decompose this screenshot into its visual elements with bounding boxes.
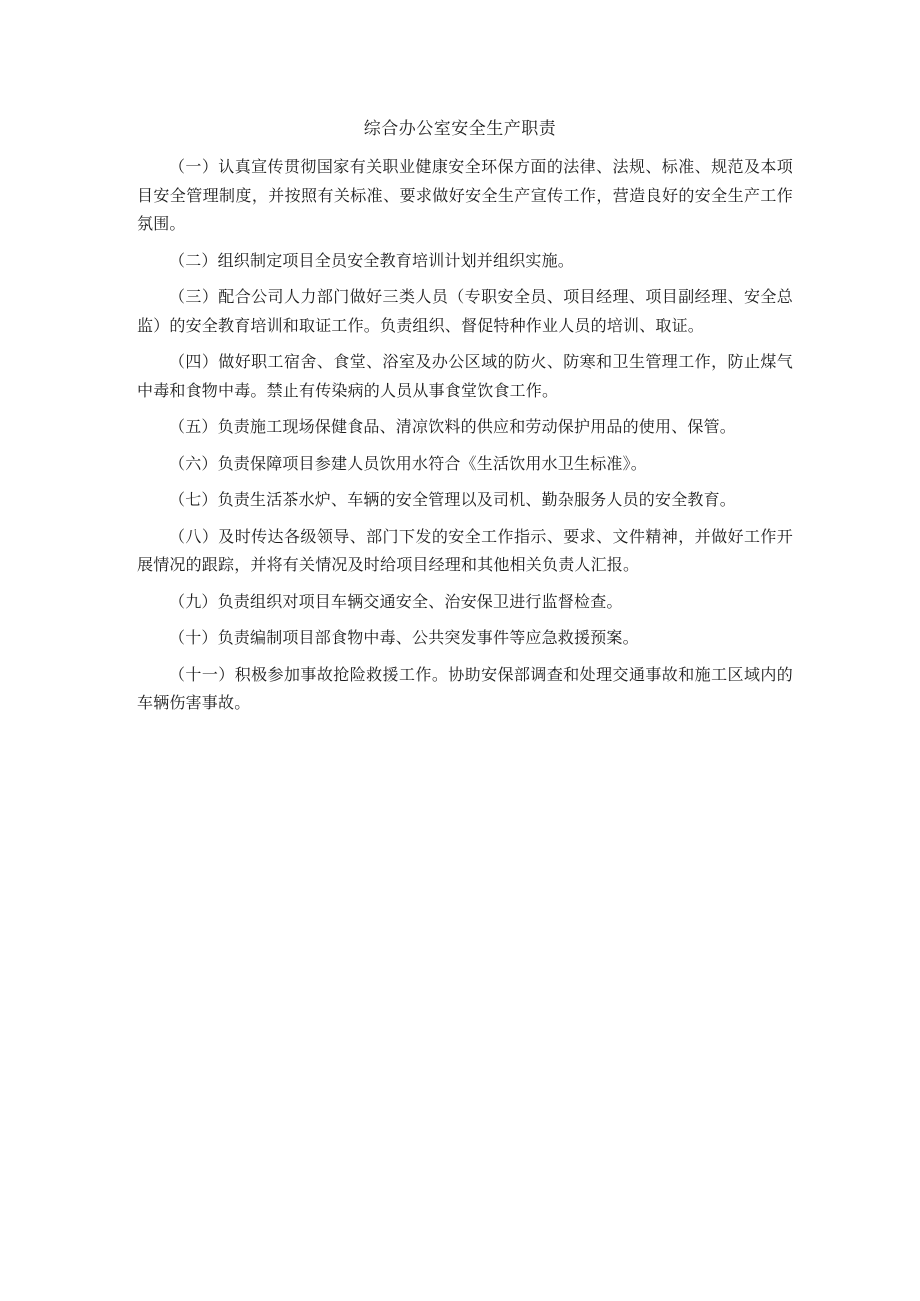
paragraph-4: （四）做好职工宿舍、食堂、浴室及办公区域的防火、防寒和卫生管理工作，防止煤气中毒和食物中毒。禁止有传染病的人员从事食堂饮食工作。 [137, 352, 793, 400]
paragraph-10: （十）负责编制项目部食物中毒、公共突发事件等应急救援预案。 [169, 628, 639, 647]
paragraph-1: （一）认真宣传贯彻国家有关职业健康安全环保方面的法律、法规、标准、规范及本项目安全管理制度，并按照有关标准、要求做好安全生产宣传工作，营造良好的安全生产工作氛围。 [137, 157, 793, 233]
document-body [137, 153, 793, 726]
paragraph-3: （三）配合公司人力部门做好三类人员（专职安全员、项目经理、项目副经理、安全总监）的安全教育培训和取证工作。负责组织、督促特种作业人员的培训、取证。 [137, 287, 793, 335]
document-title: 综合办公室安全生产职责 [363, 119, 557, 139]
paragraph-5: （五）负责施工现场保健食品、清凉饮料的供应和劳动保护用品的使用、保管。 [169, 417, 737, 436]
paragraph-9: （九）负责组织对项目车辆交通安全、治安保卫进行监督检查。 [169, 591, 623, 611]
paragraph-11: （十一）积极参加事故抢险救援工作。协助安保部调查和处理交通事故和施工区域内的车辆伤害事故。 [137, 664, 793, 712]
paragraph-8: （八）及时传达各级领导、部门下发的安全工作指示、要求、文件精神，并做好工作开展情况的跟踪，并将有关情况及时给项目经理和其他相关负责人汇报。 [137, 526, 793, 574]
paragraph-6: （六）负责保障项目参建人员饮用水符合《生活饮用水卫生标准》。 [169, 453, 648, 473]
paragraph-7: （七）负责生活茶水炉、车辆的安全管理以及司机、勤杂服务人员的安全教育。 [169, 490, 737, 509]
paragraph-2: （二）组织制定项目全员安全教育培训计划并组织实施。 [169, 250, 575, 270]
